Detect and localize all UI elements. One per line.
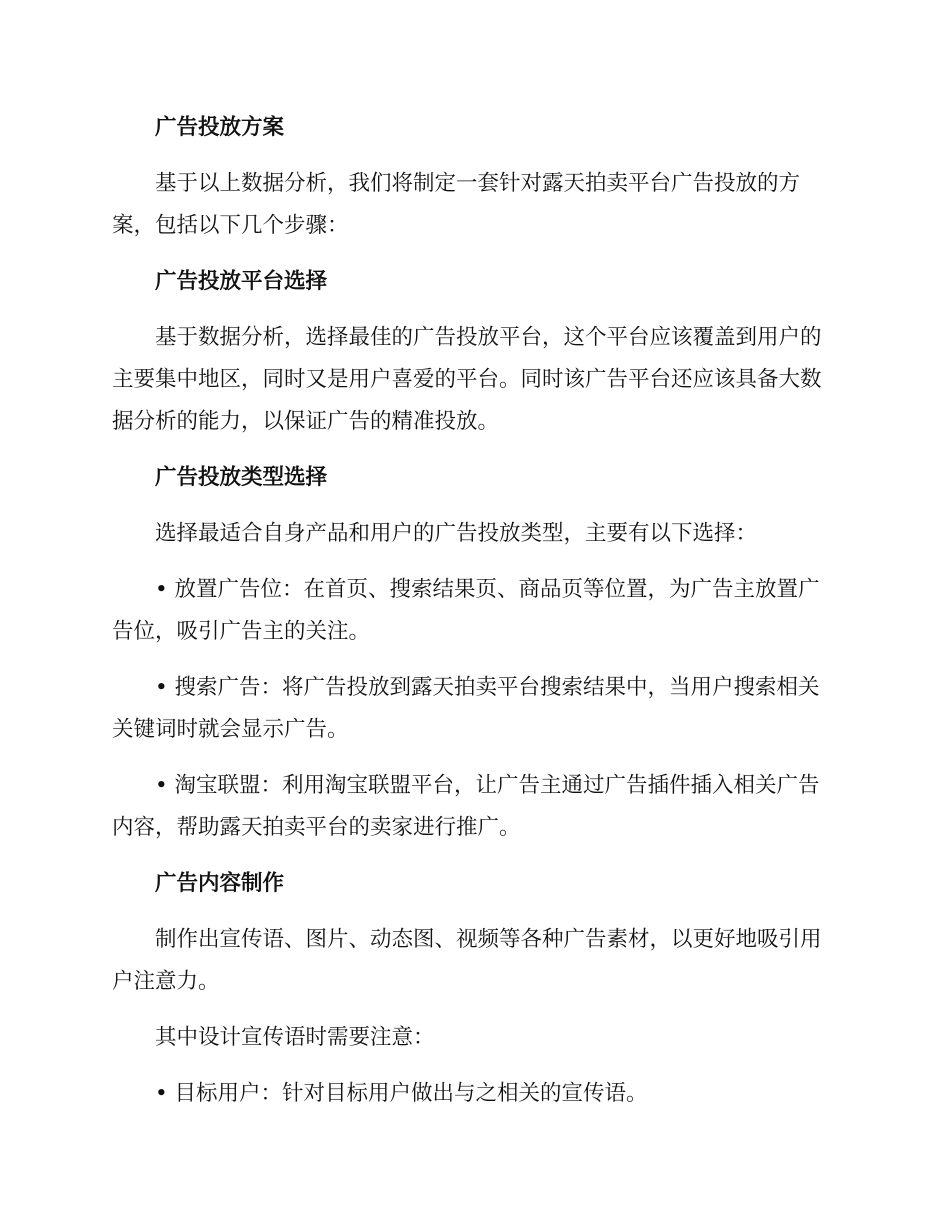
document-body [112,107,830,1129]
section-heading-type-selection: 广告投放类型选择 [155,465,328,490]
bullet-item-taobao-union: • 淘宝联盟：利用淘宝联盟平台，让广告主通过广告插件插入相关广告内容，帮助露天拍卖平台的卖家进行推广。 [112,773,820,840]
paragraph-intro: 基于以上数据分析，我们将制定一套针对露天拍卖平台广告投放的方案，包括以下几个步骤： [112,171,801,238]
paragraph-platform-selection: 基于数据分析，选择最佳的广告投放平台，这个平台应该覆盖到用户的主要集中地区，同时又是用户喜爱的平台。同时该广告平台还应该具备大数据分析的能力，以保证广告的精准投放。 [112,325,822,434]
section-heading-content-production: 广告内容制作 [155,871,285,896]
section-heading-platform-selection: 广告投放平台选择 [155,269,328,294]
bullet-item-search-ads: • 搜索广告：将广告投放到露天拍卖平台搜索结果中，当用户搜索相关关键词时就会显示广告。 [112,675,820,742]
paragraph-slogan-notes: 其中设计宣传语时需要注意： [155,1025,435,1050]
paragraph-content-production: 制作出宣传语、图片、动态图、视频等各种广告素材，以更好地吸引用户注意力。 [112,927,822,994]
bullet-item-ad-placement: • 放置广告位：在首页、搜索结果页、商品页等位置，为广告主放置广告位，吸引广告主的关注。 [112,577,820,644]
bullet-item-target-users: • 目标用户：针对目标用户做出与之相关的宣传语。 [155,1081,648,1106]
paragraph-type-selection: 选择最适合自身产品和用户的广告投放类型，主要有以下选择： [155,521,758,546]
section-heading-ad-plan: 广告投放方案 [155,115,285,140]
